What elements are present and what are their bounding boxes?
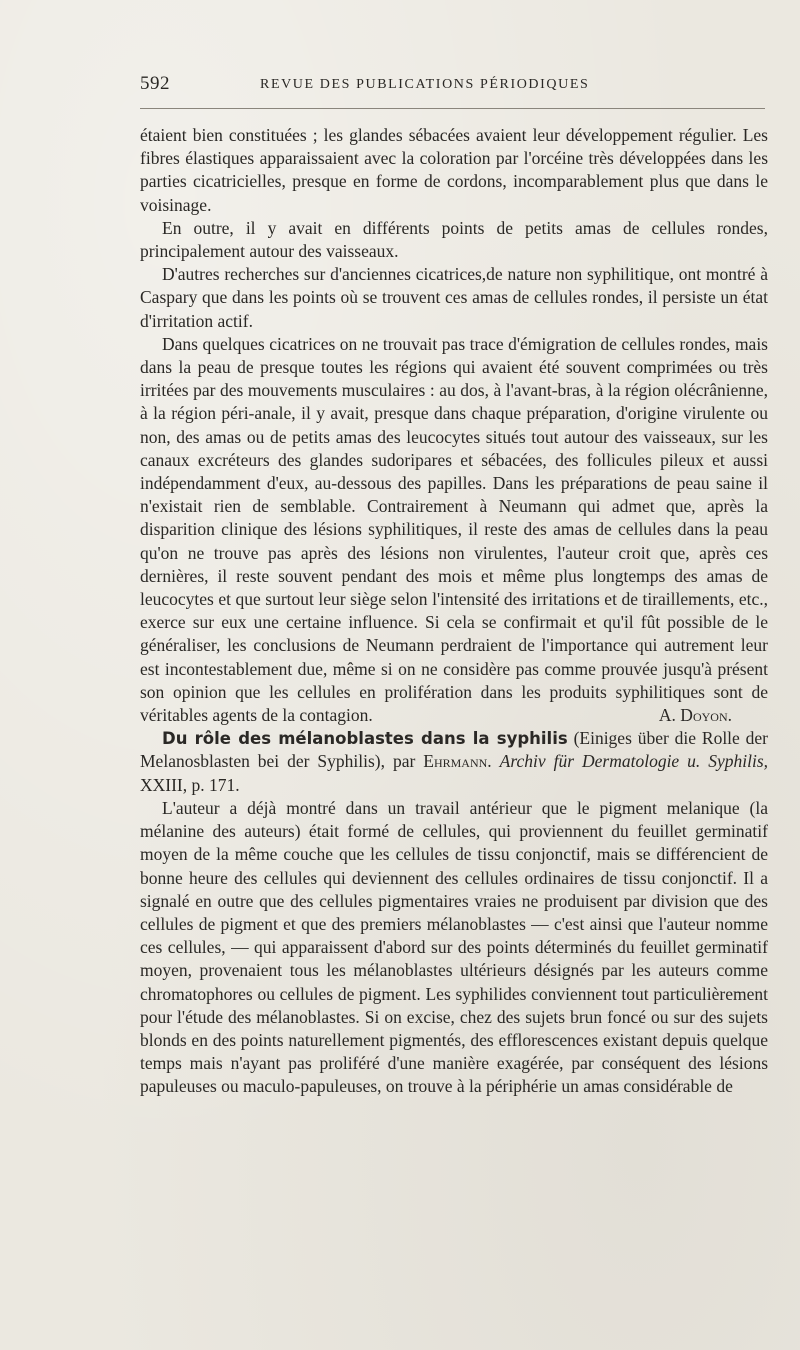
body-text xyxy=(140,124,768,1099)
paragraph: En outre, il y avait en différents points de petits amas de cellules rondes, principalement autour des vaisseaux. xyxy=(140,217,768,262)
paragraph-continuation: étaient bien constituées ; les glandes sébacées avaient leur développement régulier. Les fibres élastiques apparaissaient avec la coloration par l'orcéine très développées dans les parties cicatricielles, presque en forme de cordons, incomparablement plus que dans le voisinage. xyxy=(140,125,768,215)
page-header xyxy=(140,73,765,103)
article-title: Du rôle des mélanoblastes dans la syphilis xyxy=(162,729,568,749)
article-body: L'auteur a déjà montré dans un travail antérieur que le pigment melanique (la mélanine des auteurs) était formé de cellules, qui proviennent du feuillet germinatif moyen de la même couche que les cellules de tissu conjonctif, mais se différencient de bonne heure des cellules qui deviennent des cellules ordinaires de tissu conjonctif. Il a signalé en outre que des cellules pigmentaires vraies ne produisent par division que des cellules de pigment et que des premiers mélanoblastes — c'est ainsi que l'auteur nomme ces cellules, — qui apparaissent d'abord sur des points déterminés du feuillet germinatif moyen, provenaient tous les mélanoblastes ultérieurs désignés par les auteurs comme chromatophores ou cellules de pigment. Les syphilides conviennent tout particulièrement pour l'étude des mélanoblastes. Si on excise, chez des sujets brun foncé ou sur des sujets blonds en des points naturellement pigmentés, des efflorescences existant depuis quelque temps mais n'ayant pas proliféré d'une manière exagérée, par conséquent des lésions papuleuses ou maculo-papuleuses, on trouve à la périphérie un amas considérable de xyxy=(140,797,768,1097)
article-volume: XXIII, p. 171. xyxy=(140,774,240,795)
article-author: Ehrmann. xyxy=(423,751,492,772)
paragraph: D'autres recherches sur d'anciennes cicatrices,de nature non syphilitique, ont montré à Caspary que dans les points où se trouvent ces amas de cellules rondes, il persiste un état d'irritation actif. xyxy=(140,264,768,331)
paragraph-text: Dans quelques cicatrices on ne trouvait pas trace d'émigration de cellules rondes, mais dans la peau de presque toutes les régions qui avaient été souvent comprimées ou très irritées par des mouvements musculaires : au dos, à l'avant-bras, à la région olécrânienne, à la région péri-anale, il y avait, presque dans chaque préparation, d'origine virulente ou non, des amas ou de petits amas des leucocytes situés tout autour des vaisseaux, sur les canaux excréteurs des glandes sudoripares et sébacées, des follicules pileux et aussi indépendamment d'eux, au-dessous des papilles. Dans les préparations de peau saine il n'existait rien de semblable. Contrairement à Neumann qui admet que, après la disparition clinique des lésions syphilitiques, il reste des amas de cellules dans la peau qu'on ne trouve pas après des lésions non virulentes, l'auteur croit que, après ces dernières, il reste souvent pendant des mois et même plus longtemps des amas de leucocytes et que surtout leur siège selon l'intensité des irritations et de tiraillements, etc., exerce sur eux une certaine influence. Si cela se confirmait et qu'il fût possible de le généraliser, les conclusions de Neumann perdraient de l'importance qui autrement leur est incontestablement due, même si on ne considère pas comme prouvée jusqu'à présent son opinion que les cellules en prolifération dans les produits syphilitiques sont de véritables agents de la contagion. xyxy=(140,333,768,726)
article-heading xyxy=(140,727,768,797)
paragraph xyxy=(140,333,768,727)
article-original-title: (Einiges über die Rolle der Melanosblasten bei der Syphilis), par xyxy=(140,728,769,772)
running-title: REVUE DES PUBLICATIONS PÉRIODIQUES xyxy=(260,77,590,92)
page-number: 592 xyxy=(140,73,170,94)
header-rule xyxy=(140,108,765,109)
article-journal: Archiv für Dermatologie u. Syphilis, xyxy=(499,751,769,772)
review-signature: A. Doyon. xyxy=(658,705,732,726)
